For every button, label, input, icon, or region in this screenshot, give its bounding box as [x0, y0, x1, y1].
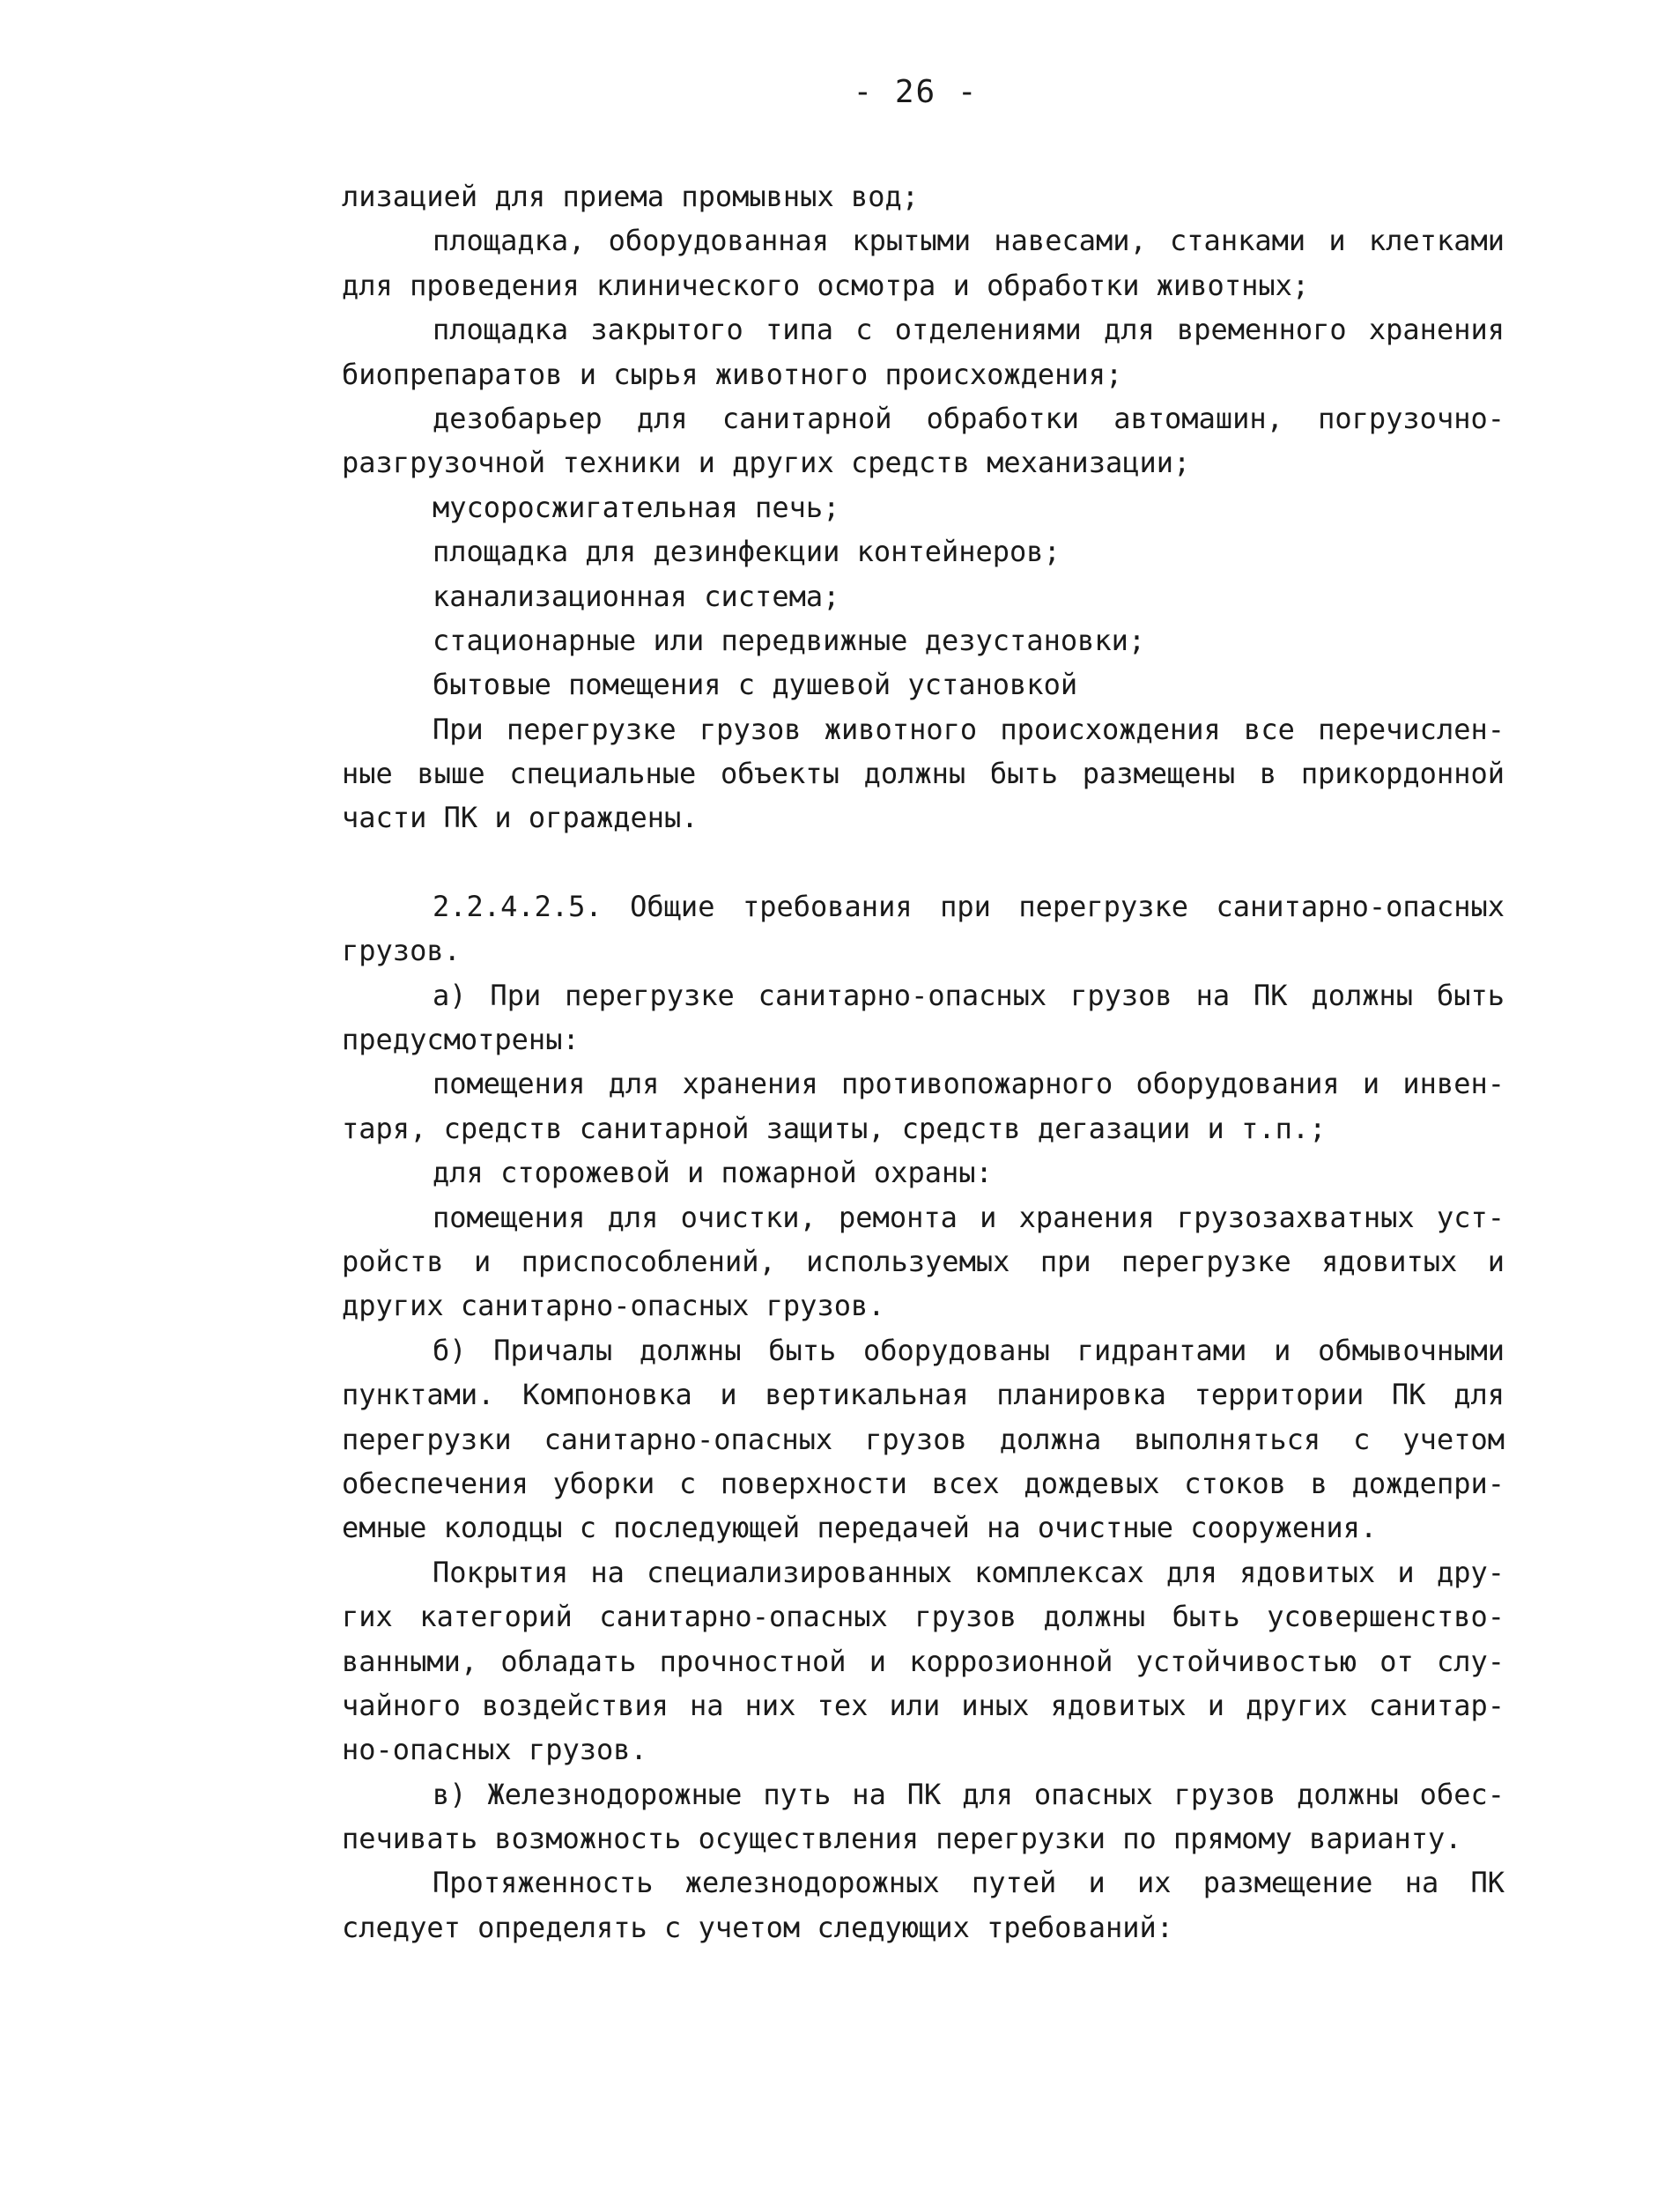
page-number: - 26 - — [853, 74, 979, 110]
text-line: помещения для хранения противопожарного оборудования и инвен- — [433, 1067, 1505, 1101]
text-line: При перегрузке грузов животного происхождения все перечислен- — [433, 712, 1505, 746]
text-line: а) При перегрузке санитарно-опасных грузов на ПК должны быть — [433, 978, 1505, 1012]
text-line: дезобарьер для санитарной обработки автомашин, погрузочно- — [433, 401, 1505, 435]
text-line: таря, средств санитарной защиты, средств дегазации и т.п.; — [342, 1111, 1327, 1145]
text-line: для проведения клинического осмотра и обработки животных; — [342, 268, 1310, 302]
text-line: части ПК и ограждены. — [342, 801, 699, 835]
text-line: для сторожевой и пожарной охраны: — [433, 1156, 993, 1190]
text-line: печивать возможность осуществления перегрузки по прямому варианту. — [342, 1822, 1462, 1856]
text-line: площадка закрытого типа с отделениями для временного хранения — [433, 313, 1505, 347]
text-line: емные колодцы с последующей передачей на очистные сооружения. — [342, 1511, 1378, 1545]
text-line: лизацией для приема промывных вод; — [342, 180, 920, 213]
text-line: чайного воздействия на них тех или иных ядовитых и других санитар- — [342, 1688, 1505, 1722]
text-line: разгрузочной техники и других средств механизации; — [342, 446, 1191, 480]
text-line: других санитарно-опасных грузов. — [342, 1289, 885, 1323]
text-line: пунктами. Компоновка и вертикальная планировка территории ПК для — [342, 1378, 1505, 1412]
text-line: б) Причалы должны быть оборудованы гидрантами и обмывочными — [433, 1333, 1505, 1367]
text-line: но-опасных грузов. — [342, 1733, 647, 1767]
text-line: Покрытия на специализированных комплексах для ядовитых и дру- — [433, 1555, 1505, 1589]
text-line: следует определять с учетом следующих требований: — [342, 1910, 1174, 1944]
text-line: обеспечения уборки с поверхности всех дождевых стоков в дождепри- — [342, 1466, 1505, 1500]
text-line: ройств и приспособлений, используемых при перегрузке ядовитых и — [342, 1244, 1505, 1278]
document-body — [342, 174, 1505, 1949]
text-line: ные выше специальные объекты должны быть размещены в прикордонной — [342, 757, 1505, 791]
text-line: гих категорий санитарно-опасных грузов должны быть усовершенство- — [342, 1600, 1505, 1634]
text-line: предусмотрены: — [342, 1023, 580, 1057]
text-line: грузов. — [342, 934, 461, 968]
text-line: бытовые помещения с душевой установкой — [433, 668, 1078, 702]
text-line: помещения для очистки, ремонта и хранения грузозахватных уст- — [433, 1200, 1505, 1234]
text-line: Протяженность железнодорожных путей и их размещение на ПК — [433, 1866, 1505, 1900]
text-line: площадка для дезинфекции контейнеров; — [433, 535, 1061, 569]
text-line: ванными, обладать прочностной и коррозионной устойчивостью от слу- — [342, 1644, 1505, 1678]
section-heading: 2.2.4.2.5. Общие требования при перегрузке санитарно-опасных — [433, 889, 1505, 923]
text-line: стационарные или передвижные дезустановки; — [433, 623, 1146, 657]
text-line: площадка, оборудованная крытыми навесами, станками и клетками — [433, 224, 1505, 258]
text-line: мусоросжигательная печь; — [433, 490, 840, 524]
text-line: биопрепаратов и сырья животного происхождения; — [342, 357, 1123, 391]
text-line: перегрузки санитарно-опасных грузов должна выполняться с учетом — [342, 1422, 1505, 1456]
paragraph-gap — [342, 840, 1505, 884]
text-line: в) Железнодорожные путь на ПК для опасных грузов должны обес- — [433, 1777, 1505, 1811]
text-line: канализационная система; — [433, 579, 840, 613]
